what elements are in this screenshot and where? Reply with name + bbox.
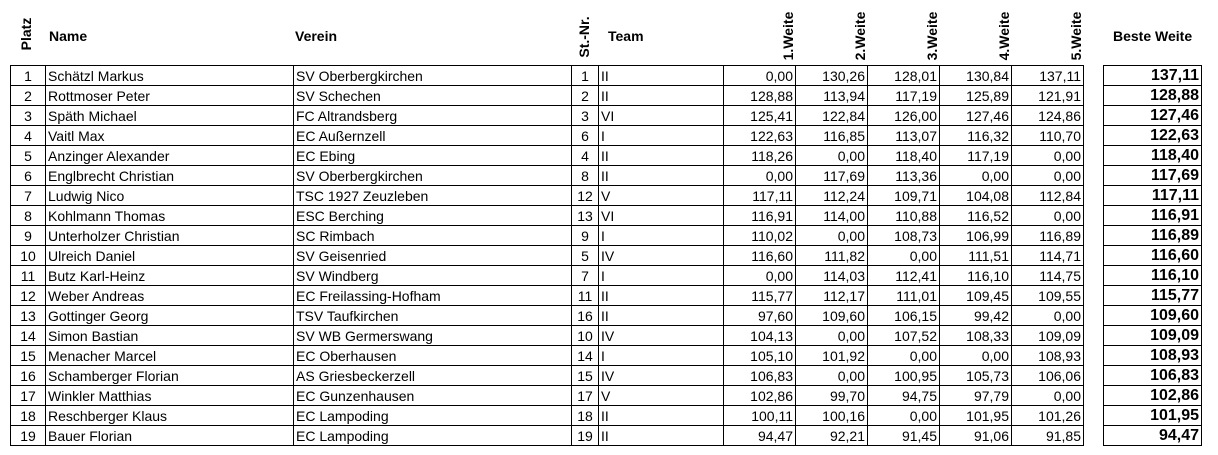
- name-cell: Englbrecht Christian: [46, 166, 294, 186]
- verein-cell: SV WB Germerswang: [294, 326, 572, 346]
- team-cell: II: [599, 86, 724, 106]
- team-cell: II: [599, 426, 724, 446]
- weite-5-cell: 108,93: [1012, 346, 1084, 366]
- weite-1-cell: 117,11: [724, 186, 796, 206]
- weite-3-cell: 107,52: [868, 326, 940, 346]
- weite-5-cell: 110,70: [1012, 126, 1084, 146]
- team-cell: II: [599, 146, 724, 166]
- weite-1-cell: 0,00: [724, 66, 796, 86]
- weite-1-cell: 116,91: [724, 206, 796, 226]
- stnr-cell: 15: [572, 366, 599, 386]
- stnr-cell: 17: [572, 386, 599, 406]
- beste-weite-cell: 116,60: [1104, 246, 1202, 266]
- weite-1-cell: 128,88: [724, 86, 796, 106]
- column-gap: [1084, 246, 1104, 266]
- weite-1-cell: 122,63: [724, 126, 796, 146]
- weite-3-cell: 106,15: [868, 306, 940, 326]
- column-gap: [1084, 166, 1104, 186]
- stnr-cell: 14: [572, 346, 599, 366]
- table-row: [11, 66, 1202, 86]
- weite-4-cell: 99,42: [940, 306, 1012, 326]
- weite-4-cell: 130,84: [940, 66, 1012, 86]
- column-gap: [1084, 286, 1104, 306]
- header-verein: Verein: [295, 28, 338, 44]
- name-cell: Späth Michael: [46, 106, 294, 126]
- beste-weite-cell: 128,88: [1104, 86, 1202, 106]
- weite-5-cell: 0,00: [1012, 206, 1084, 226]
- header-weite-3: 3.Weite: [924, 11, 940, 61]
- verein-cell: SV Geisenried: [294, 246, 572, 266]
- team-cell: IV: [599, 366, 724, 386]
- platz-cell: 17: [11, 386, 46, 406]
- weite-5-cell: 91,85: [1012, 426, 1084, 446]
- results-table: [10, 65, 1202, 446]
- weite-2-cell: 114,00: [796, 206, 868, 226]
- column-gap: [1084, 266, 1104, 286]
- weite-5-cell: 114,71: [1012, 246, 1084, 266]
- header-stnr: St.-Nr.: [576, 16, 592, 58]
- name-cell: Kohlmann Thomas: [46, 206, 294, 226]
- weite-3-cell: 91,45: [868, 426, 940, 446]
- column-gap: [1084, 346, 1104, 366]
- column-gap: [1084, 366, 1104, 386]
- verein-cell: EC Freilassing-Hofham: [294, 286, 572, 306]
- beste-weite-cell: 115,77: [1104, 286, 1202, 306]
- platz-cell: 9: [11, 226, 46, 246]
- platz-cell: 8: [11, 206, 46, 226]
- stnr-cell: 16: [572, 306, 599, 326]
- beste-weite-cell: 116,89: [1104, 226, 1202, 246]
- beste-weite-cell: 109,60: [1104, 306, 1202, 326]
- column-gap: [1084, 306, 1104, 326]
- name-cell: Simon Bastian: [46, 326, 294, 346]
- weite-5-cell: 124,86: [1012, 106, 1084, 126]
- header-weite-2: 2.Weite: [852, 11, 868, 61]
- column-gap: [1084, 126, 1104, 146]
- beste-weite-cell: 122,63: [1104, 126, 1202, 146]
- weite-5-cell: 114,75: [1012, 266, 1084, 286]
- platz-cell: 12: [11, 286, 46, 306]
- weite-1-cell: 106,83: [724, 366, 796, 386]
- table-row: [11, 346, 1202, 366]
- weite-1-cell: 102,86: [724, 386, 796, 406]
- weite-1-cell: 97,60: [724, 306, 796, 326]
- header-platz: Platz: [18, 17, 34, 51]
- verein-cell: SV Oberbergkirchen: [294, 166, 572, 186]
- column-gap: [1084, 86, 1104, 106]
- weite-4-cell: 108,33: [940, 326, 1012, 346]
- verein-cell: EC Außernzell: [294, 126, 572, 146]
- team-cell: V: [599, 186, 724, 206]
- weite-5-cell: 106,06: [1012, 366, 1084, 386]
- weite-3-cell: 100,95: [868, 366, 940, 386]
- table-row: [11, 246, 1202, 266]
- platz-cell: 11: [11, 266, 46, 286]
- beste-weite-cell: 116,91: [1104, 206, 1202, 226]
- weite-2-cell: 0,00: [796, 146, 868, 166]
- table-row: [11, 306, 1202, 326]
- weite-4-cell: 105,73: [940, 366, 1012, 386]
- header-weite-5: 5.Weite: [1068, 11, 1084, 61]
- weite-2-cell: 99,70: [796, 386, 868, 406]
- stnr-cell: 19: [572, 426, 599, 446]
- verein-cell: TSV Taufkirchen: [294, 306, 572, 326]
- verein-cell: EC Lampoding: [294, 406, 572, 426]
- table-row: [11, 366, 1202, 386]
- weite-5-cell: 121,91: [1012, 86, 1084, 106]
- name-cell: Gottinger Georg: [46, 306, 294, 326]
- table-row: [11, 406, 1202, 426]
- verein-cell: SV Windberg: [294, 266, 572, 286]
- weite-4-cell: 104,08: [940, 186, 1012, 206]
- weite-3-cell: 110,88: [868, 206, 940, 226]
- name-cell: Unterholzer Christian: [46, 226, 294, 246]
- weite-4-cell: 91,06: [940, 426, 1012, 446]
- platz-cell: 18: [11, 406, 46, 426]
- table-row: [11, 386, 1202, 406]
- header-team: Team: [608, 28, 644, 44]
- header-weite-1: 1.Weite: [780, 11, 796, 61]
- weite-3-cell: 112,41: [868, 266, 940, 286]
- weite-5-cell: 109,55: [1012, 286, 1084, 306]
- weite-1-cell: 105,10: [724, 346, 796, 366]
- weite-3-cell: 113,36: [868, 166, 940, 186]
- weite-4-cell: 109,45: [940, 286, 1012, 306]
- verein-cell: EC Oberhausen: [294, 346, 572, 366]
- weite-4-cell: 97,79: [940, 386, 1012, 406]
- table-row: [11, 226, 1202, 246]
- weite-4-cell: 0,00: [940, 166, 1012, 186]
- beste-weite-cell: 102,86: [1104, 386, 1202, 406]
- weite-1-cell: 0,00: [724, 266, 796, 286]
- header-beste-weite: Beste Weite: [1113, 28, 1193, 44]
- platz-cell: 4: [11, 126, 46, 146]
- stnr-cell: 2: [572, 86, 599, 106]
- beste-weite-cell: 137,11: [1104, 66, 1202, 86]
- team-cell: I: [599, 346, 724, 366]
- team-cell: V: [599, 386, 724, 406]
- table-row: [11, 286, 1202, 306]
- platz-cell: 3: [11, 106, 46, 126]
- name-cell: Bauer Florian: [46, 426, 294, 446]
- weite-5-cell: 0,00: [1012, 386, 1084, 406]
- platz-cell: 16: [11, 366, 46, 386]
- verein-cell: SV Oberbergkirchen: [294, 66, 572, 86]
- table-row: [11, 126, 1202, 146]
- table-row: [11, 106, 1202, 126]
- beste-weite-cell: 116,10: [1104, 266, 1202, 286]
- name-cell: Ulreich Daniel: [46, 246, 294, 266]
- beste-weite-cell: 127,46: [1104, 106, 1202, 126]
- weite-2-cell: 100,16: [796, 406, 868, 426]
- weite-1-cell: 125,41: [724, 106, 796, 126]
- platz-cell: 15: [11, 346, 46, 366]
- weite-2-cell: 101,92: [796, 346, 868, 366]
- stnr-cell: 12: [572, 186, 599, 206]
- weite-5-cell: 116,89: [1012, 226, 1084, 246]
- platz-cell: 10: [11, 246, 46, 266]
- name-cell: Schamberger Florian: [46, 366, 294, 386]
- weite-3-cell: 126,00: [868, 106, 940, 126]
- verein-cell: ESC Berching: [294, 206, 572, 226]
- column-gap: [1084, 146, 1104, 166]
- weite-3-cell: 117,19: [868, 86, 940, 106]
- weite-3-cell: 128,01: [868, 66, 940, 86]
- weite-4-cell: 0,00: [940, 346, 1012, 366]
- stnr-cell: 13: [572, 206, 599, 226]
- table-row: [11, 166, 1202, 186]
- weite-1-cell: 104,13: [724, 326, 796, 346]
- weite-3-cell: 111,01: [868, 286, 940, 306]
- team-cell: II: [599, 66, 724, 86]
- column-gap: [1084, 326, 1104, 346]
- table-row: [11, 266, 1202, 286]
- weite-5-cell: 109,09: [1012, 326, 1084, 346]
- team-cell: II: [599, 166, 724, 186]
- platz-cell: 14: [11, 326, 46, 346]
- weite-4-cell: 116,10: [940, 266, 1012, 286]
- column-gap: [1084, 206, 1104, 226]
- platz-cell: 13: [11, 306, 46, 326]
- name-cell: Rottmoser Peter: [46, 86, 294, 106]
- weite-4-cell: 116,32: [940, 126, 1012, 146]
- stnr-cell: 7: [572, 266, 599, 286]
- verein-cell: EC Ebing: [294, 146, 572, 166]
- team-cell: II: [599, 406, 724, 426]
- beste-weite-cell: 117,11: [1104, 186, 1202, 206]
- weite-3-cell: 0,00: [868, 346, 940, 366]
- weite-3-cell: 0,00: [868, 246, 940, 266]
- weite-4-cell: 125,89: [940, 86, 1012, 106]
- platz-cell: 6: [11, 166, 46, 186]
- table-row: [11, 206, 1202, 226]
- platz-cell: 7: [11, 186, 46, 206]
- name-cell: Menacher Marcel: [46, 346, 294, 366]
- team-cell: I: [599, 266, 724, 286]
- table-row: [11, 426, 1202, 446]
- weite-2-cell: 114,03: [796, 266, 868, 286]
- weite-5-cell: 137,11: [1012, 66, 1084, 86]
- stnr-cell: 8: [572, 166, 599, 186]
- weite-5-cell: 101,26: [1012, 406, 1084, 426]
- stnr-cell: 4: [572, 146, 599, 166]
- name-cell: Schätzl Markus: [46, 66, 294, 86]
- table-row: [11, 86, 1202, 106]
- weite-2-cell: 92,21: [796, 426, 868, 446]
- weite-1-cell: 118,26: [724, 146, 796, 166]
- stnr-cell: 1: [572, 66, 599, 86]
- weite-2-cell: 117,69: [796, 166, 868, 186]
- stnr-cell: 18: [572, 406, 599, 426]
- weite-3-cell: 109,71: [868, 186, 940, 206]
- table-row: [11, 326, 1202, 346]
- weite-1-cell: 100,11: [724, 406, 796, 426]
- stnr-cell: 10: [572, 326, 599, 346]
- weite-3-cell: 108,73: [868, 226, 940, 246]
- team-cell: I: [599, 226, 724, 246]
- weite-4-cell: 116,52: [940, 206, 1012, 226]
- verein-cell: EC Lampoding: [294, 426, 572, 446]
- beste-weite-cell: 94,47: [1104, 426, 1202, 446]
- column-gap: [1084, 66, 1104, 86]
- weite-4-cell: 106,99: [940, 226, 1012, 246]
- weite-4-cell: 101,95: [940, 406, 1012, 426]
- team-cell: IV: [599, 246, 724, 266]
- table-row: [11, 146, 1202, 166]
- name-cell: Weber Andreas: [46, 286, 294, 306]
- weite-2-cell: 130,26: [796, 66, 868, 86]
- weite-2-cell: 116,85: [796, 126, 868, 146]
- header-weite-4: 4.Weite: [996, 11, 1012, 61]
- platz-cell: 2: [11, 86, 46, 106]
- weite-3-cell: 94,75: [868, 386, 940, 406]
- beste-weite-cell: 109,09: [1104, 326, 1202, 346]
- column-gap: [1084, 106, 1104, 126]
- stnr-cell: 9: [572, 226, 599, 246]
- platz-cell: 19: [11, 426, 46, 446]
- beste-weite-cell: 101,95: [1104, 406, 1202, 426]
- weite-1-cell: 116,60: [724, 246, 796, 266]
- verein-cell: TSC 1927 Zeuzleben: [294, 186, 572, 206]
- verein-cell: AS Griesbeckerzell: [294, 366, 572, 386]
- platz-cell: 5: [11, 146, 46, 166]
- weite-4-cell: 117,19: [940, 146, 1012, 166]
- verein-cell: SC Rimbach: [294, 226, 572, 246]
- weite-5-cell: 0,00: [1012, 146, 1084, 166]
- stnr-cell: 3: [572, 106, 599, 126]
- name-cell: Reschberger Klaus: [46, 406, 294, 426]
- verein-cell: EC Gunzenhausen: [294, 386, 572, 406]
- column-gap: [1084, 186, 1104, 206]
- beste-weite-cell: 118,40: [1104, 146, 1202, 166]
- platz-cell: 1: [11, 66, 46, 86]
- team-cell: I: [599, 126, 724, 146]
- team-cell: IV: [599, 326, 724, 346]
- weite-1-cell: 115,77: [724, 286, 796, 306]
- column-gap: [1084, 386, 1104, 406]
- weite-2-cell: 112,24: [796, 186, 868, 206]
- name-cell: Anzinger Alexander: [46, 146, 294, 166]
- name-cell: Vaitl Max: [46, 126, 294, 146]
- weite-1-cell: 94,47: [724, 426, 796, 446]
- weite-2-cell: 0,00: [796, 366, 868, 386]
- weite-5-cell: 0,00: [1012, 166, 1084, 186]
- beste-weite-cell: 106,83: [1104, 366, 1202, 386]
- weite-2-cell: 113,94: [796, 86, 868, 106]
- weite-1-cell: 0,00: [724, 166, 796, 186]
- column-gap: [1084, 426, 1104, 446]
- header-name: Name: [49, 28, 88, 44]
- weite-5-cell: 112,84: [1012, 186, 1084, 206]
- weite-1-cell: 110,02: [724, 226, 796, 246]
- stnr-cell: 11: [572, 286, 599, 306]
- weite-3-cell: 118,40: [868, 146, 940, 166]
- column-gap: [1084, 406, 1104, 426]
- weite-2-cell: 111,82: [796, 246, 868, 266]
- team-cell: II: [599, 286, 724, 306]
- beste-weite-cell: 117,69: [1104, 166, 1202, 186]
- stnr-cell: 6: [572, 126, 599, 146]
- beste-weite-cell: 108,93: [1104, 346, 1202, 366]
- name-cell: Winkler Matthias: [46, 386, 294, 406]
- verein-cell: SV Schechen: [294, 86, 572, 106]
- team-cell: VI: [599, 106, 724, 126]
- name-cell: Butz Karl-Heinz: [46, 266, 294, 286]
- weite-3-cell: 0,00: [868, 406, 940, 426]
- weite-2-cell: 112,17: [796, 286, 868, 306]
- weite-2-cell: 109,60: [796, 306, 868, 326]
- weite-2-cell: 122,84: [796, 106, 868, 126]
- team-cell: II: [599, 306, 724, 326]
- team-cell: VI: [599, 206, 724, 226]
- weite-4-cell: 127,46: [940, 106, 1012, 126]
- table-row: [11, 186, 1202, 206]
- column-gap: [1084, 226, 1104, 246]
- weite-3-cell: 113,07: [868, 126, 940, 146]
- stnr-cell: 5: [572, 246, 599, 266]
- weite-2-cell: 0,00: [796, 326, 868, 346]
- weite-5-cell: 0,00: [1012, 306, 1084, 326]
- weite-4-cell: 111,51: [940, 246, 1012, 266]
- weite-2-cell: 0,00: [796, 226, 868, 246]
- verein-cell: FC Altrandsberg: [294, 106, 572, 126]
- name-cell: Ludwig Nico: [46, 186, 294, 206]
